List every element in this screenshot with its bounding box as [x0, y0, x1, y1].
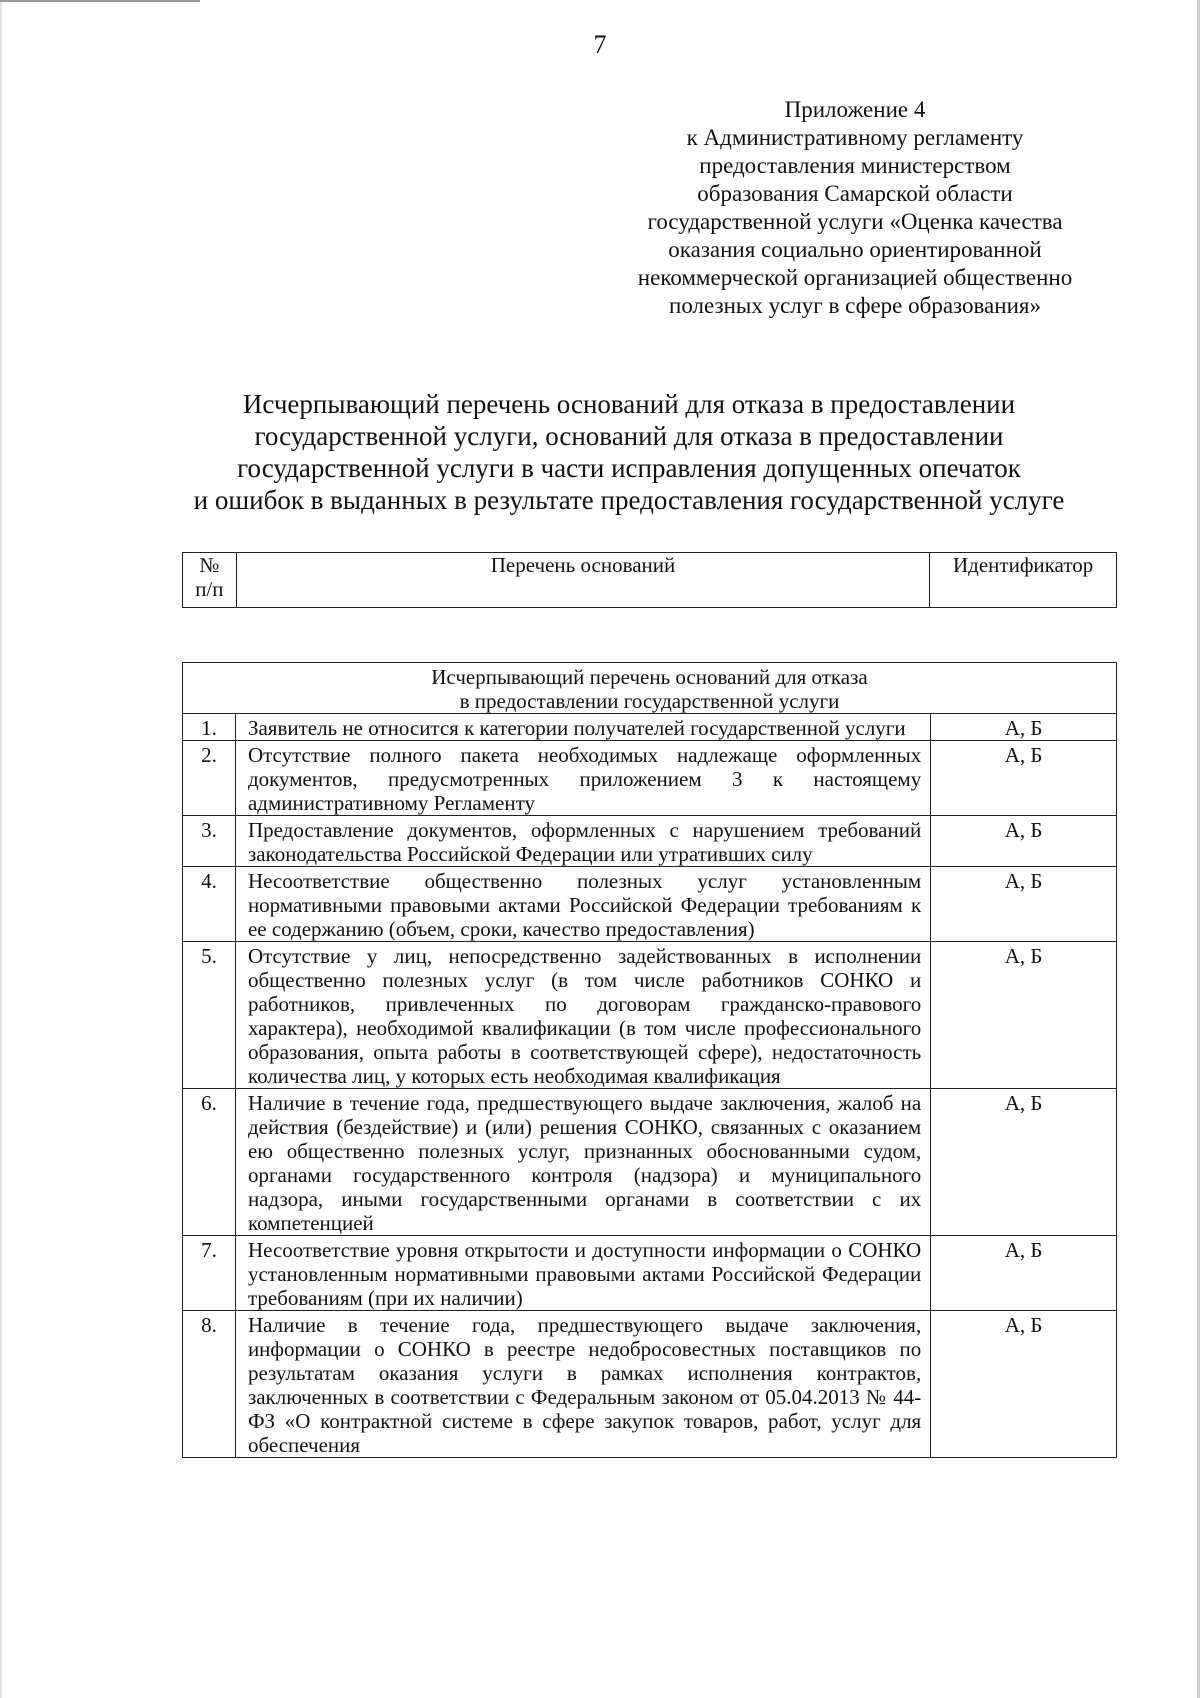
title-line: Исчерпывающий перечень оснований для отказа в предоставлении — [242, 389, 1016, 419]
row-number: 5. — [183, 942, 236, 1089]
appendix-line: некоммерческой организацией общественно — [637, 265, 1073, 290]
table-row — [183, 942, 1117, 1089]
appendix-line: к Административному регламенту — [686, 125, 1024, 150]
row-text: Отсутствие полного пакета необходимых надлежаще оформленных документов, предусмотренных приложением 3 к настоящему административному Регламенту — [235, 741, 930, 816]
row-identifier: А, Б — [931, 867, 1117, 942]
section-header-cell — [183, 663, 1117, 714]
grounds-table — [182, 662, 1117, 1458]
appendix-line: предоставления министерством — [699, 153, 1011, 178]
appendix-line: полезных услуг в сфере образования» — [669, 293, 1041, 318]
table-row — [183, 1311, 1117, 1458]
table-row — [183, 714, 1117, 741]
row-identifier: А, Б — [931, 1311, 1117, 1458]
row-identifier: А, Б — [931, 1236, 1117, 1311]
header-num-cell — [183, 553, 237, 608]
row-text: Предоставление документов, оформленных с нарушением требований законодательства Российской Федерации или утративших силу — [235, 816, 930, 867]
header-num-line2: п/п — [195, 577, 224, 601]
section-header-row — [183, 663, 1117, 714]
header-id-cell: Идентификатор — [930, 553, 1117, 608]
title-line: государственной услуги, оснований для отказа в предоставлении — [254, 421, 1004, 451]
scan-edge-left — [0, 0, 2, 1698]
row-number: 2. — [183, 741, 236, 816]
row-number: 7. — [183, 1236, 236, 1311]
row-text: Несоответствие уровня открытости и доступности информации о СОНКО установленным нормативными правовыми актами Российской Федерации требованиям (при их наличии) — [235, 1236, 930, 1311]
row-number: 1. — [183, 714, 236, 741]
title-line: государственной услуги в части исправления допущенных опечаток — [237, 453, 1021, 483]
header-row — [183, 553, 1117, 608]
row-identifier: А, Б — [931, 816, 1117, 867]
table-row — [183, 741, 1117, 816]
section-header-line1: Исчерпывающий перечень оснований для отказа — [431, 665, 868, 689]
table-row — [183, 816, 1117, 867]
header-table — [182, 552, 1117, 608]
appendix-block — [620, 96, 1090, 320]
row-number: 6. — [183, 1089, 236, 1236]
row-number: 8. — [183, 1311, 236, 1458]
row-number: 4. — [183, 867, 236, 942]
row-identifier: А, Б — [931, 942, 1117, 1089]
row-text: Несоответствие общественно полезных услуг установленным нормативными правовыми актами Российской Федерации требованиям к ее содержанию (объем, сроки, качество предоставления) — [235, 867, 930, 942]
row-text: Наличие в течение года, предшествующего выдаче заключения, жалоб на действия (бездействие) и (или) решения СОНКО, связанных с оказанием ею общественно полезных услуг, признанных обоснованными судом, органами государственного контроля (надзора) и муниципального надзора, иными государственными органами в соответствии с их компетенцией — [235, 1089, 930, 1236]
row-identifier: А, Б — [931, 1089, 1117, 1236]
row-identifier: А, Б — [931, 714, 1117, 741]
row-number: 3. — [183, 816, 236, 867]
page-number: 7 — [593, 30, 607, 59]
row-identifier: А, Б — [931, 741, 1117, 816]
title-line: и ошибок в выданных в результате предоставления государственной услуге — [193, 485, 1065, 515]
header-text-cell: Перечень оснований — [236, 553, 929, 608]
appendix-line: Приложение 4 — [784, 97, 926, 122]
table-row — [183, 1089, 1117, 1236]
row-text: Заявитель не относится к категории получателей государственной услуги — [235, 714, 930, 741]
table-row — [183, 1236, 1117, 1311]
table-row — [183, 867, 1117, 942]
row-text: Наличие в течение года, предшествующего выдаче заключения, информации о СОНКО в реестре недобросовестных поставщиков по результатам оказания услуги в рамках исполнения контрактов, заключенных в соответствии с Федеральным законом от 05.04.2013 № 44-ФЗ «О контрактной системе в сфере закупок товаров, работ, услуг для обеспечения — [235, 1311, 930, 1458]
section-header-line2: в предоставлении государственной услуги — [459, 689, 840, 713]
scan-top-line — [0, 0, 200, 2]
appendix-line: оказания социально ориентированной — [668, 237, 1042, 262]
row-text: Отсутствие у лиц, непосредственно задействованных в исполнении общественно полезных услуг (в том числе работников СОНКО и работников, привлеченных по договорам гражданско-правового характера), необходимой квалификации (в том числе профессионального образования, опыта работы в соответствующей сфере), недостаточность количества лиц, у которых есть необходимая квалификация — [235, 942, 930, 1089]
appendix-line: образования Самарской области — [697, 181, 1013, 206]
document-title — [160, 388, 1098, 516]
appendix-line: государственной услуги «Оценка качества — [647, 209, 1063, 234]
header-num-line1: № — [199, 553, 220, 577]
